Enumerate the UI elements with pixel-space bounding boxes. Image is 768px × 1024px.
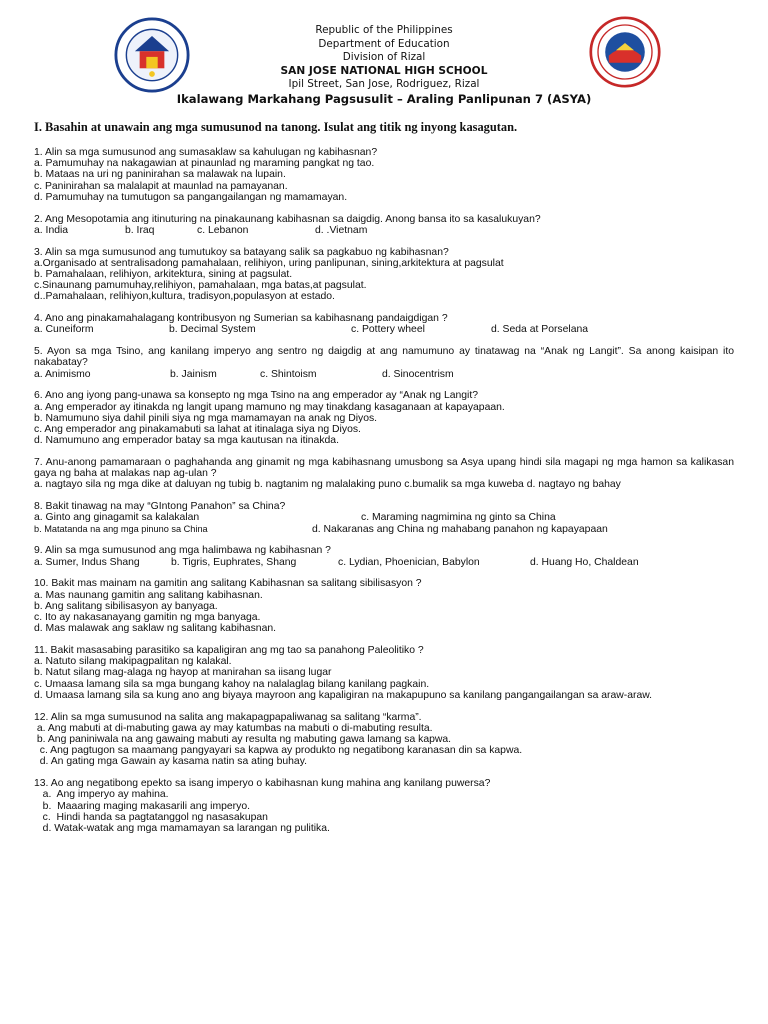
options-row — [34, 557, 734, 568]
option-b: b. Maaaring maging makasarili ang imperyo. — [34, 800, 250, 812]
question-4 — [34, 313, 734, 335]
option-d: d..Pamahalaan, relihiyon,kultura, tradisyon,populasyon at estado. — [34, 291, 335, 303]
option-a: a. Ginto ang ginagamit sa kalakalan — [34, 512, 200, 524]
question-stem: 7. Anu-anong pamamaraan o paghahanda ang ginamit ng mga kabihasnang umusbong sa Asya upang hindi sila magapi ng mga hamon sa kalikasan gaya ng baha at malakas nap ag-ulan ? — [34, 457, 734, 480]
option-a: a. Ang emperador ay itinakda ng langit upang mamuno ng may tinakdang kasaganaan at kapayapaan. — [34, 401, 505, 413]
school-address: Ipil Street, San Jose, Rodriguez, Rizal — [288, 78, 480, 91]
option-d: d. An gating mga Gawain ay kasama natin sa ating buhay. — [34, 756, 308, 768]
option-d: d. Namumuno ang emperador batay sa mga kautusan na itinakda. — [34, 435, 339, 447]
question-9 — [34, 545, 734, 567]
option-b: b. Pamahalaan, relihiyon, arkitektura, sining at pagsulat. — [34, 269, 293, 281]
option-d: d. Seda at Porselana — [491, 324, 589, 336]
option-d: d. Sinocentrism — [382, 368, 454, 380]
option-c: c. Umaasa lamang sila sa mga bungang kahoy na nalalaglag bilang kanilang pagkain. — [34, 678, 430, 690]
option-c: c. Ang emperador ang pinakamabuti sa lahat at itinalaga siya ng Diyos. — [34, 424, 361, 436]
option-b: b. Decimal System — [169, 324, 256, 336]
options-row — [34, 369, 734, 380]
option-b: b. Mataas na uri ng paninirahan sa malawak na lupain. — [34, 169, 286, 181]
option-a: a. Ang imperyo ay mahina. — [34, 789, 169, 801]
question-stem: 4. Ano ang pinakamahalagang kontribusyon ng Sumerian sa kabihasnang pandaigdigan ? — [34, 313, 448, 325]
option-d: d. Pamumuhay na tumutugon sa pangangailangan ng mamamayan. — [34, 191, 348, 203]
division-line: Division of Rizal — [342, 51, 426, 64]
options-row — [34, 324, 734, 335]
option-a: a. Natuto silang makipagpalitan ng kalakal. — [34, 656, 232, 668]
question-list — [34, 147, 734, 845]
question-1 — [34, 147, 734, 203]
question-stem: 9. Alin sa mga sumusunod ang mga halimbawa ng kabihasnan ? — [34, 545, 331, 557]
question-6 — [34, 390, 734, 446]
instruction-text: I. Basahin at unawain ang mga sumusunod na tanong. Isulat ang titik ng inyong kasagutan. — [34, 120, 518, 134]
question-5 — [34, 346, 734, 380]
option-a: a.Organisado at sentralisadong pamahalaan, relihiyon, uring panlipunan, sining,arkitektura at pagsulat — [34, 257, 504, 269]
option-d: d. Mas malawak ang saklaw ng salitang kabihasnan. — [34, 623, 277, 635]
question-13 — [34, 778, 734, 834]
option-a: a. Sumer, Indus Shang — [34, 556, 140, 568]
option-b: b. Namumuno siya dahil pinili siya ng mga mamamayan na anak ng Diyos. — [34, 412, 378, 424]
option-c: c. Maraming nagmimina ng ginto sa China — [361, 512, 556, 524]
question-stem: 2. Ang Mesopotamia ang itinuturing na pinakaunang kabihasnan sa daigdig. Anong bansa ito sa kasalukuyan? — [34, 213, 541, 225]
option-a: a. Animismo — [34, 368, 91, 380]
question-stem: 8. Bakit tinawag na may “GIntong Panahon” sa China? — [34, 501, 286, 513]
options-row-1 — [34, 512, 734, 523]
option-d: d. Watak-watak ang mga mamamayan sa larangan ng pulitika. — [34, 823, 330, 835]
question-stem: 10. Bakit mas mainam na gamitin ang salitang Kabihasnan sa salitang sibilisasyon ? — [34, 578, 422, 590]
question-11 — [34, 645, 734, 701]
question-12 — [34, 712, 734, 768]
question-stem: 5. Ayon sa mga Tsino, ang kanilang imperyo ang sentro ng daigdig at ang namumuno ay tinatawag na “Anak ng Langit”. Sa anong kaisipan ito nakabatay? — [34, 346, 734, 369]
option-a: a. Cuneiform — [34, 324, 94, 336]
option-c: c. Ito ay nakasanayang gamitin ng mga banyaga. — [34, 612, 261, 624]
option-b: b. Ang salitang sibilisasyon ay banyaga. — [34, 600, 218, 612]
school-name: SAN JOSE NATIONAL HIGH SCHOOL — [280, 64, 488, 77]
question-3 — [34, 247, 734, 303]
options-line: a. nagtayo sila ng mga dike at daluyan ng tubig b. nagtanim ng malalaking puno c.bumalik sa mga kuweba d. nagtayo ng bahay — [34, 479, 621, 491]
option-b: b. Tigris, Euphrates, Shang — [171, 556, 297, 568]
option-b: b. Jainism — [170, 368, 217, 380]
question-stem: 1. Alin sa mga sumusunod ang sumasaklaw sa kahulugan ng kabihasnan? — [34, 147, 378, 158]
option-b: b. Natut silang mag-alaga ng hayop at manirahan sa iisang lugar — [34, 667, 332, 679]
option-a: a. Pamumuhay na nakagawian at pinaunlad ng maraming pangkat ng tao. — [34, 158, 375, 170]
options-row-2 — [34, 524, 734, 535]
question-stem: 6. Ano ang iyong pang-unawa sa konsepto ng mga Tsino na ang emperador ay “Anak ng Langit? — [34, 390, 479, 402]
question-stem: 12. Alin sa mga sumusunod na salita ang makapagpapaliwanag sa salitang “karma”. — [34, 711, 422, 723]
option-c: c.Sinaunang pamumuhay,relihiyon, pamahalaan, mga batas,at pagsulat. — [34, 280, 367, 292]
question-7 — [34, 457, 734, 491]
option-b: b. Iraq — [125, 224, 155, 236]
option-d: d. Umaasa lamang sila sa kung ano ang biyaya mayroon ang kapaligiran na makapupuno sa kanilang pangangailangan sa araw-araw. — [34, 689, 653, 701]
school-heading — [0, 24, 768, 107]
document-header — [0, 0, 768, 112]
option-c: c. Pottery wheel — [351, 324, 425, 336]
option-c: c. Lydian, Phoenician, Babylon — [338, 556, 480, 568]
option-b: b. Matatanda na ang mga pinuno sa China — [34, 523, 208, 534]
option-a: a. India — [34, 224, 69, 236]
option-c: c. Shintoism — [260, 368, 317, 380]
question-2 — [34, 214, 734, 236]
republic-line: Republic of the Philippines — [315, 24, 453, 36]
exam-title: Ikalawang Markahang Pagsusulit – Araling Panlipunan 7 (ASYA) — [176, 91, 592, 106]
option-d: d. Huang Ho, Chaldean — [530, 556, 639, 568]
option-c: c. Paninirahan sa malalapit at maunlad na pamayanan. — [34, 180, 288, 192]
option-b: b. Ang paniniwala na ang gawaing mabuti ay resulta ng mabuting gawa lamang sa kapwa. — [34, 734, 452, 746]
option-d: d. .Vietnam — [315, 224, 368, 236]
question-stem: 13. Ao ang negatibong epekto sa isang imperyo o kabihasnan kung mahina ang kanilang puwersa? — [34, 778, 491, 790]
options-row — [34, 225, 734, 236]
department-line: Department of Education — [318, 37, 450, 50]
option-a: a. Mas naunang gamitin ang salitang kabihasnan. — [34, 589, 263, 601]
option-c: c. Lebanon — [197, 224, 249, 236]
option-c: c. Hindi handa sa pagtatanggol ng nasasakupan — [34, 811, 268, 823]
question-stem: 3. Alin sa mga sumusunod ang tumutukoy sa batayang salik sa pagkabuo ng kabihasnan? — [34, 246, 449, 258]
option-a: a. Ang mabuti at di-mabuting gawa ay may katumbas na mabuti o di-mabuting resulta. — [34, 722, 433, 734]
question-8 — [34, 501, 734, 535]
option-d: d. Nakaranas ang China ng mahabang panahon ng kapayapaan — [312, 523, 608, 535]
question-10 — [34, 578, 734, 634]
question-stem: 11. Bakit masasabing parasitiko sa kapaligiran ang mg tao sa panahong Paleolitiko ? — [34, 645, 424, 657]
option-c: c. Ang pagtugon sa maamang pangyayari sa kapwa ay produkto ng negatibong karanasan din sa kapwa. — [34, 745, 523, 757]
